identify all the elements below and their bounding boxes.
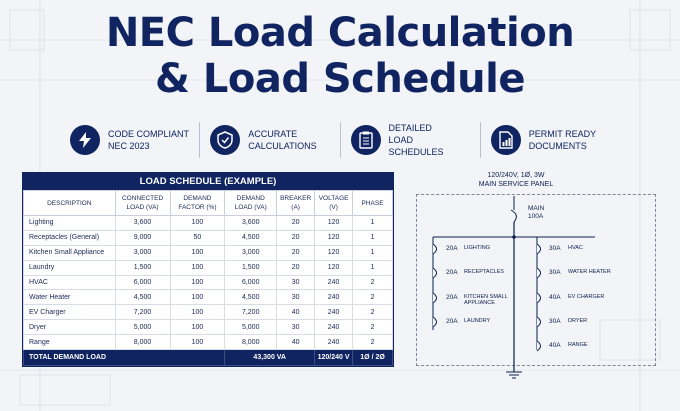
circuit-label: HVAC	[568, 245, 583, 251]
table-cell: Lighting	[24, 216, 116, 231]
total-cell: 120/240 V	[315, 350, 353, 366]
branch-breaker-symbol	[433, 317, 437, 327]
table-cell: 3,600	[225, 216, 277, 231]
table-cell: 120	[315, 230, 353, 245]
table-cell: 50	[170, 230, 225, 245]
table-cell: Water Heater	[24, 290, 116, 305]
table-cell: 4,500	[225, 230, 277, 245]
table-cell: 100	[170, 216, 225, 231]
table-cell: 2	[353, 305, 393, 320]
total-cell: 43,300 VA	[225, 350, 315, 366]
main-breaker-symbol	[511, 210, 516, 222]
table-cell: Dryer	[24, 320, 116, 335]
table-cell: 4,500	[225, 290, 277, 305]
column-header: VOLTAGE (V)	[315, 191, 353, 216]
feature-text: CODE COMPLIANT NEC 2023	[108, 129, 190, 151]
title-line-1: NEC Load Calculation	[105, 10, 575, 56]
table-cell: 30	[277, 275, 315, 290]
table-cell: 2	[353, 275, 393, 290]
circuit-amps: 30A	[549, 269, 561, 276]
table-cell: 1,500	[115, 260, 170, 275]
circuit-label: RECEPTACLES	[464, 269, 504, 275]
table-cell: 3,000	[225, 245, 277, 260]
table-cell: 2	[353, 290, 393, 305]
column-header: BREAKER (A)	[277, 191, 315, 216]
feature-text: PERMIT READY DOCUMENTS	[528, 129, 597, 151]
table-cell: 20	[277, 245, 315, 260]
branch-breaker-symbol	[537, 317, 541, 327]
table-cell: 30	[277, 320, 315, 335]
table-cell: 2	[353, 320, 393, 335]
circuit-amps: 20A	[446, 245, 458, 252]
circuit-label: LAUNDRY	[464, 318, 491, 324]
table-cell: 20	[277, 216, 315, 231]
table-cell: 6,000	[115, 275, 170, 290]
branch-breaker-symbol	[433, 293, 437, 303]
circuit-amps: 20A	[446, 269, 458, 276]
table-cell: 6,000	[225, 275, 277, 290]
column-header: DEMAND FACTOR (%)	[170, 191, 225, 216]
table-cell: 120	[315, 216, 353, 231]
circuit-amps: 30A	[549, 245, 561, 252]
table-cell: Range	[24, 335, 116, 350]
table-cell: 2	[353, 335, 393, 350]
column-header: PHASE	[353, 191, 393, 216]
total-cell: TOTAL DEMAND LOAD	[24, 350, 225, 366]
table-cell: 40	[277, 335, 315, 350]
feature-text: ACCURATE CALCULATIONS	[248, 129, 317, 151]
table-cell: 3,600	[115, 216, 170, 231]
table-cell: 240	[315, 335, 353, 350]
circuit-amps: 40A	[549, 294, 561, 301]
table-cell: Kitchen Small Appliance	[24, 245, 116, 260]
table-cell: 100	[170, 275, 225, 290]
table-cell: 8,000	[115, 335, 170, 350]
table-cell: HVAC	[24, 275, 116, 290]
total-cell: 1Ø / 2Ø	[353, 350, 393, 366]
circuit-amps: 20A	[446, 294, 458, 301]
branch-breaker-symbol	[537, 244, 541, 254]
table-cell: EV Charger	[24, 305, 116, 320]
table-cell: 240	[315, 320, 353, 335]
branch-breaker-symbol	[433, 244, 437, 254]
table-cell: 100	[170, 320, 225, 335]
table-cell: 120	[315, 245, 353, 260]
branch-breaker-symbol	[537, 293, 541, 303]
branch-breaker-symbol	[537, 268, 541, 278]
circuit-label: KITCHEN SMALL APPLIANCE	[464, 294, 508, 306]
circuit-label: WATER HEATER	[568, 269, 611, 275]
column-header: CONNECTED LOAD (VA)	[115, 191, 170, 216]
table-title: LOAD SCHEDULE (EXAMPLE)	[23, 173, 393, 190]
table-cell: 120	[315, 260, 353, 275]
table-cell: 100	[170, 335, 225, 350]
title-line-2: & Load Schedule	[155, 56, 525, 102]
table-cell: 30	[277, 290, 315, 305]
table-cell: 3,000	[115, 245, 170, 260]
table-cell: 1	[353, 216, 393, 231]
table-cell: 20	[277, 260, 315, 275]
table-cell: 1	[353, 230, 393, 245]
table-cell: 9,000	[115, 230, 170, 245]
table-cell: 100	[170, 260, 225, 275]
table-cell: 7,200	[115, 305, 170, 320]
table-cell: Laundry	[24, 260, 116, 275]
table-cell: 1	[353, 260, 393, 275]
table-cell: Receptacles (General)	[24, 230, 116, 245]
column-header: DESCRIPTION	[24, 191, 116, 216]
table-cell: 20	[277, 230, 315, 245]
circuit-label: EV CHARGER	[568, 294, 605, 300]
panel-title-line-1: 120/240V, 1Ø, 3W	[487, 172, 545, 179]
circuit-amps: 20A	[446, 318, 458, 325]
table-cell: 100	[170, 290, 225, 305]
table-cell: 8,000	[225, 335, 277, 350]
branch-breaker-symbol	[433, 268, 437, 278]
table-cell: 1	[353, 245, 393, 260]
table-cell: 7,200	[225, 305, 277, 320]
panel-title-line-2: MAIN SERVICE PANEL	[478, 181, 554, 188]
circuit-label: RANGE	[568, 342, 588, 348]
table-cell: 5,000	[115, 320, 170, 335]
circuit-label: DRYER	[568, 318, 588, 324]
column-header: DEMAND LOAD (VA)	[225, 191, 277, 216]
branch-breaker-symbol	[537, 341, 541, 351]
table-cell: 5,000	[225, 320, 277, 335]
table-cell: 4,500	[115, 290, 170, 305]
table-cell: 1,500	[225, 260, 277, 275]
feature-text: DETAILED LOAD SCHEDULES	[388, 123, 444, 157]
circuit-amps: 40A	[549, 342, 561, 349]
table-cell: 240	[315, 290, 353, 305]
table-cell: 240	[315, 275, 353, 290]
main-breaker-rating: 100A	[528, 213, 544, 220]
table-cell: 240	[315, 305, 353, 320]
table-cell: 100	[170, 305, 225, 320]
table-cell: 40	[277, 305, 315, 320]
circuit-amps: 30A	[549, 318, 561, 325]
main-breaker-label: MAIN	[528, 205, 545, 212]
table-cell: 100	[170, 245, 225, 260]
circuit-label: LIGHTING	[464, 245, 490, 251]
